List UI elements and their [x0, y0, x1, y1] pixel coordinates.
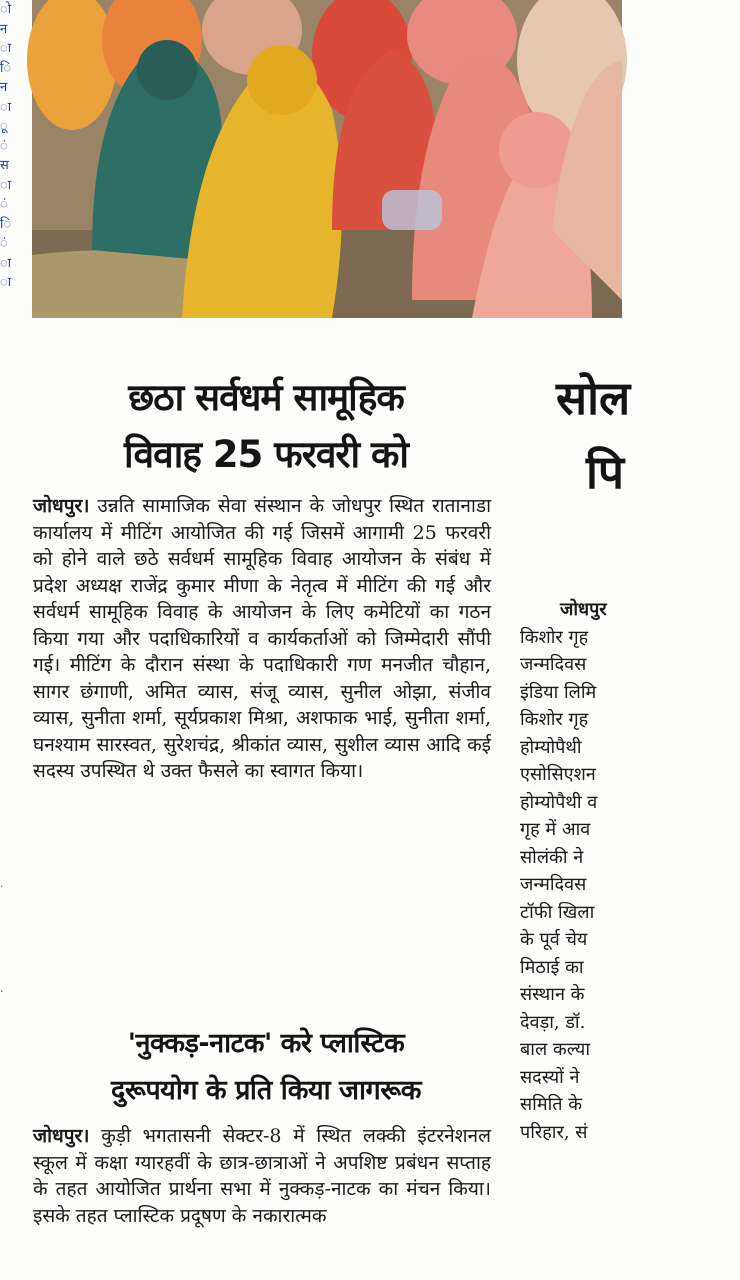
headline-line-1: छठा सर्वधर्म सामूहिक [128, 376, 404, 419]
adjacent-article-line: इंडिया लिमि [520, 681, 597, 703]
adjacent-article-line: परिहार, सं [520, 1121, 588, 1143]
article-body-nukkad-natak [33, 1123, 491, 1280]
adjacent-article-line: गृह में आव [520, 819, 591, 840]
adjacent-article-line: देवड़ा, डॉ. [520, 1011, 586, 1033]
adjacent-article-lines [520, 596, 740, 1146]
headline-line-2: विवाह 25 फरवरी को [123, 433, 409, 476]
dateline: जोधपुर। [33, 1125, 90, 1147]
adjacent-article-line: समिति के [520, 1094, 583, 1115]
margin-mark: · [0, 880, 4, 893]
adjacent-article-line: सोलंकी ने [520, 846, 584, 868]
article-body-samuhik-vivah [33, 493, 491, 785]
adjacent-dateline: जोधपुर [560, 599, 607, 620]
adjacent-article-line: एसोसिएशन [520, 764, 596, 785]
adjacent-article-line: जन्मदिवस [520, 654, 587, 675]
article-text: उन्नति सामाजिक सेवा संस्थान के जोधपुर स्थित रातानाडा कार्यालय में मीटिंग आयोजित की गई जिसमें आगामी 25 फरवरी को होने वाले छठे सर्वधर्म सामूहिक विवाह आयोजन के संबंध में प्रदेश अध्यक्ष राजेंद्र कुमार मीणा के नेतृत्व में मीटिंग की गई और सर्वधर्म सामूहिक विवाह के आयोजन के लिए कमेटियों का गठन किया गया और पदाधिकारियों व कार्यकर्ताओं को जिम्मेदारी सौंपी गई। मीटिंग के दौरान संस्था के पदाधिकारी गण मनजीत चौहान, सागर छंगाणी, अमित व्यास, संजू व्यास, सुनील ओझा, संजीव व्यास, सुनीता शर्मा, सूर्यप्रकाश मिश्रा, अशफाक भाई, सुनीता शर्मा, घनश्याम सारस्वत, सुरेशचंद्र, श्रीकांत व्यास, सुशील व्यास आदि कई सदस्य उपस्थित थे उक्त फैसले का स्वागत किया। [33, 495, 491, 782]
adjacent-article-line: बाल कल्या [520, 1039, 591, 1060]
adjacent-article-line: सदस्यों ने [520, 1066, 580, 1088]
adjacent-article-line: जन्मदिवस [520, 874, 587, 895]
margin-mark: · [0, 985, 4, 998]
adjacent-article-line: होम्योपैथी व [520, 791, 598, 813]
adjacent-article-line: के पूर्व चेय [520, 929, 588, 950]
headline-nukkad-natak [26, 1020, 506, 1114]
adjacent-headline-line-2: पि [586, 445, 625, 499]
adjacent-article-line: होम्योपैथी [520, 736, 582, 758]
headline-line-2: दुरूपयोग के प्रति किया जागरूक [111, 1075, 421, 1106]
adjacent-column-edge-text: ो न ा ि न ा ू ं स ा ं ि ं ा ा [0, 2, 13, 290]
adjacent-article-line: संस्थान के [520, 984, 585, 1005]
adjacent-article-line: टॉफी खिला [520, 901, 595, 923]
headline-samuhik-vivah [26, 369, 506, 483]
adjacent-article-line: किशोर गृह [520, 709, 589, 730]
adjacent-article-line: किशोर गृह [520, 626, 589, 648]
adjacent-article-column [512, 0, 631, 1280]
dateline: जोधपुर। [33, 495, 90, 517]
adjacent-headline-line-1: सोल [556, 371, 631, 425]
headline-line-1: 'नुक्कड़-नाटक' करे प्लास्टिक [127, 1028, 405, 1059]
adjacent-article-line: मिठाई का [520, 956, 584, 978]
article-text: कुड़ी भगतासनी सेक्टर-8 में स्थित लक्की इंटरनेशनल स्कूल में कक्षा ग्यारहवीं के छात्र-छात्राओं ने अपशिष्ट प्रबंधन सप्ताह के तहत आयोजित प्रार्थना सभा में नुक्कड़-नाटक का मंचन किया। इसके तहत प्लास्टिक प्रदूषण के नकारात्मक [33, 1125, 491, 1227]
